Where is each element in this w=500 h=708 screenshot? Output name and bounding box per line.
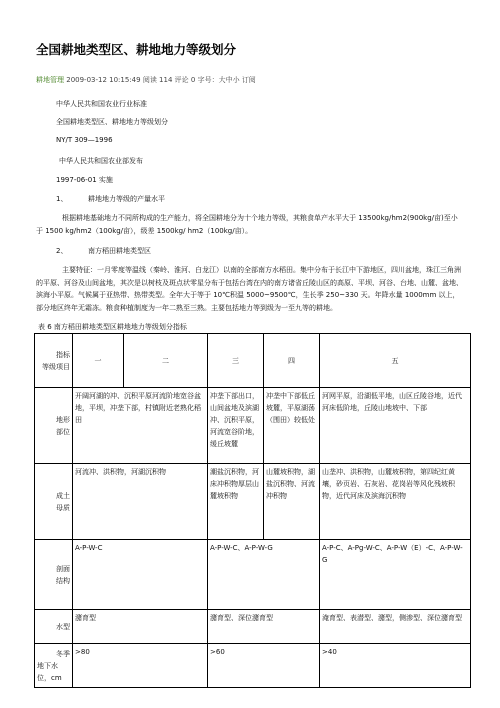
table-cell: >60: [208, 644, 320, 688]
table-row: [35, 464, 471, 540]
table-row: [35, 644, 471, 688]
font-size-label: 字号：: [197, 76, 219, 84]
table-cell: 山麓坡积物，湖盐沉积物、河流冲积物: [264, 464, 320, 540]
table-cell: 冲垄中下部低丘坡麓，平原湖荡（围田）较低处: [264, 388, 320, 464]
header-indicator-cell: 指标 等级项目: [35, 334, 73, 388]
section1-heading: 耕地地力等级的产量水平: [88, 195, 165, 203]
table-cell: 潴育型: [73, 610, 208, 644]
section2-heading: 南方稻田耕地类型区: [88, 247, 151, 255]
article-title: 全国耕地类型区、耕地地力等级划分: [36, 42, 237, 57]
comment-count[interactable]: 评论 0: [174, 76, 196, 84]
read-count: 阅读 114: [142, 76, 173, 84]
font-size-small[interactable]: 小: [232, 76, 240, 84]
table-row: [35, 540, 471, 610]
table-cell: A-P-W-C、A-P-W-G: [208, 540, 320, 610]
standard-code-line: NY/T 309—1996: [56, 136, 113, 144]
table-cell: 冲垄下部出口，山间盆地及滨湖冲、沉积平原，河流宽谷阶地，缓丘坡麓: [208, 388, 264, 464]
table-cell: >80: [73, 644, 208, 688]
grade-table: [34, 333, 471, 688]
section2-number: 2、: [56, 247, 68, 255]
grade-4-header: 四: [264, 334, 320, 388]
row-label: 水型: [35, 610, 73, 644]
table-cell: 河流冲、洪积物，河湖沉积物: [73, 464, 208, 540]
effective-date-line: 1997-06-01 实施: [56, 176, 113, 184]
subscribe-link[interactable]: 订阅: [241, 76, 256, 84]
table-cell: A-P-C、A-Pg-W-C、A-P-W（E）-C、A-P-W-G: [320, 540, 471, 610]
grade-2-header: 二: [124, 334, 208, 388]
standard-title-line: 全国耕地类型区、耕地地力等级划分: [56, 118, 168, 126]
row-label: 地形 部位: [35, 388, 73, 464]
table-row: [35, 388, 471, 464]
table-cell: A-P-W-C: [73, 540, 208, 610]
table-row: [35, 610, 471, 644]
font-size-large[interactable]: 大: [218, 76, 226, 84]
row-label: 冬季 地下水位，cm: [35, 644, 73, 688]
section2-body: 主要特征：一月零度等温线（秦岭、淮河、白龙江）以南的全部南方水稻田。集中分布于长江中下游地区，四川盆地，珠江三角洲的平原、河谷及山间盆地，其次是以树枝及斑点状零星分布于包括台湾在内的南方诸省丘陵山区的高原、平坝、河谷、台地、山麓、盆地、滨海小平原。气候属于亚热带、热带类型。全年大于等于 10℃积温 5000~9500℃，生长季 250~330 天。年降水量 1000mm 以上，部分地区终年无霜冻。粮食种植制度为一年二熟至三熟。主要包括地力等到级为一至九等的耕地。: [36, 266, 463, 312]
table-caption: 表 6 南方稻田耕地类型区耕地地力等级划分指标: [38, 323, 187, 331]
table-cell: >40: [320, 644, 471, 688]
table-cell: 开阔河湖的冲、沉积平原河流阶地宽谷盆地，平坝，冲垄下部，村镇附近老熟化稻田: [73, 388, 208, 464]
article-meta: [36, 75, 256, 85]
grade-1-header: 一: [73, 334, 124, 388]
row-label: 剖面 结构: [35, 540, 73, 610]
table-cell: 河网平原，沿湖低平地，山区丘陵谷地，近代河床低阶地，丘陵山地坡中、下部: [320, 388, 471, 464]
table-cell: 潴育型、深位潴育型: [208, 610, 320, 644]
table-cell: 潮盐沉积物，河床冲积物厚层山麓坡积物: [208, 464, 264, 540]
row-label: 成土 母质: [35, 464, 73, 540]
font-size-medium[interactable]: 中: [225, 76, 233, 84]
issuer-line: 中华人民共和国农业部发布: [59, 157, 143, 165]
category-link[interactable]: 耕地管理: [36, 76, 64, 84]
section1-body: 根据耕地基础地力不同所构成的生产能力，将全国耕地分为十个地力等级，其粮食单产水平大于 13500kg/hm2(900kg/亩)至小于 1500 kg/hm2（100kg/亩），级差 1500kg/ hm2（100kg/亩）。: [36, 214, 458, 235]
grade-3-header: 三: [208, 334, 264, 388]
table-cell: 淹育型、表潜型、潴型，侧渗型、深位潴育型: [320, 610, 471, 644]
standard-line: 中华人民共和国农业行业标准: [56, 100, 147, 108]
section1-number: 1、: [56, 195, 68, 203]
grade-5-header: 五: [320, 334, 471, 388]
post-datetime: 2009-03-12 10:15:49: [66, 76, 141, 84]
table-header-row: [35, 334, 471, 388]
table-cell: 山垄冲、洪积物，山麓坡积物，第四纪红黄壤，砂页岩、石灰岩、花岗岩等风化残坡积物，近代河床及滨海沉积物: [320, 464, 471, 540]
